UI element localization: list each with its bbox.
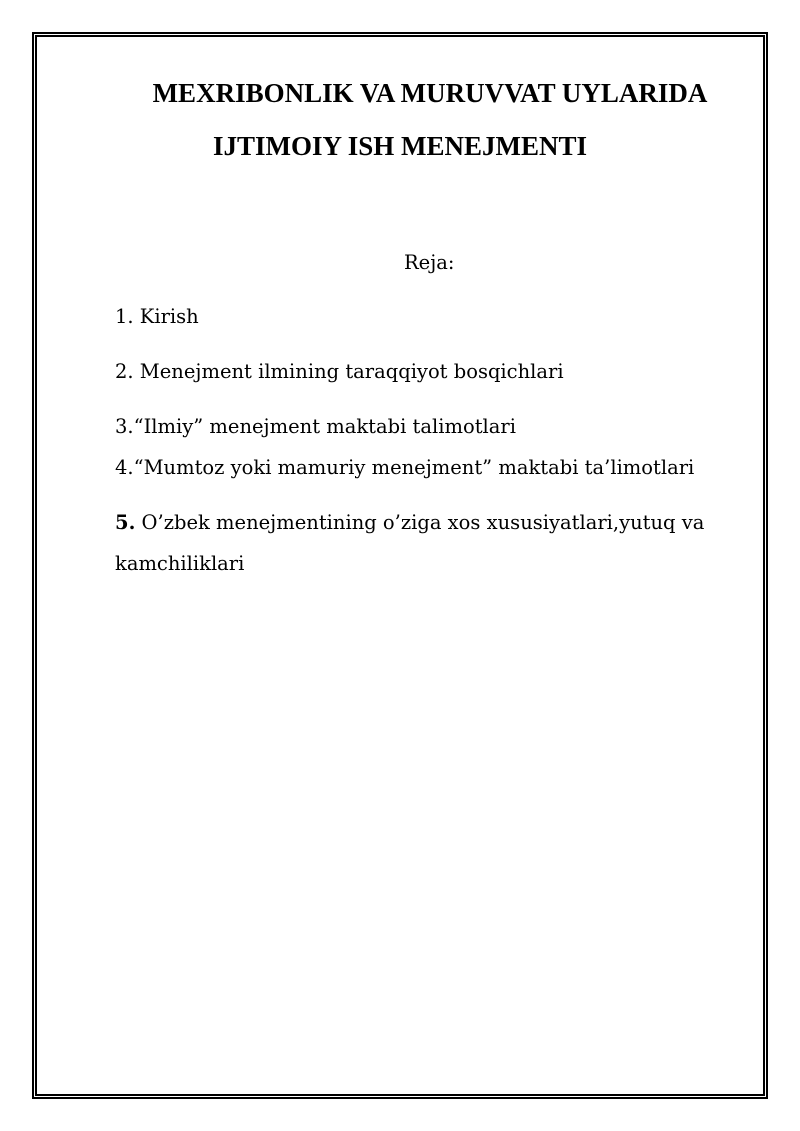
document-title-line-2: IJTIMOIY ISH MENEJMENTI [212,131,588,161]
plan-item-3: 3.“Ilmiy” menejment maktabi talimotlari [115,415,516,438]
plan-item-5-continuation: kamchiliklari [115,552,245,575]
document-title-line-1: MEXRIBONLIK VA MURUVVAT UYLARIDA [152,78,708,108]
plan-heading: Reja: [404,251,455,274]
plan-item-5 [115,513,704,533]
plan-item-2: 2. Menejment ilmining taraqqiyot bosqichlari [115,360,564,383]
plan-item-5-text: O’zbek menejmentining o’ziga xos xususiyatlari,yutuq va [135,511,705,534]
plan-item-5-number: 5. [115,511,136,534]
plan-item-4: 4.“Mumtoz yoki mamuriy menejment” maktabi ta’limotlari [115,456,695,479]
plan-item-1: 1. Kirish [115,305,199,328]
